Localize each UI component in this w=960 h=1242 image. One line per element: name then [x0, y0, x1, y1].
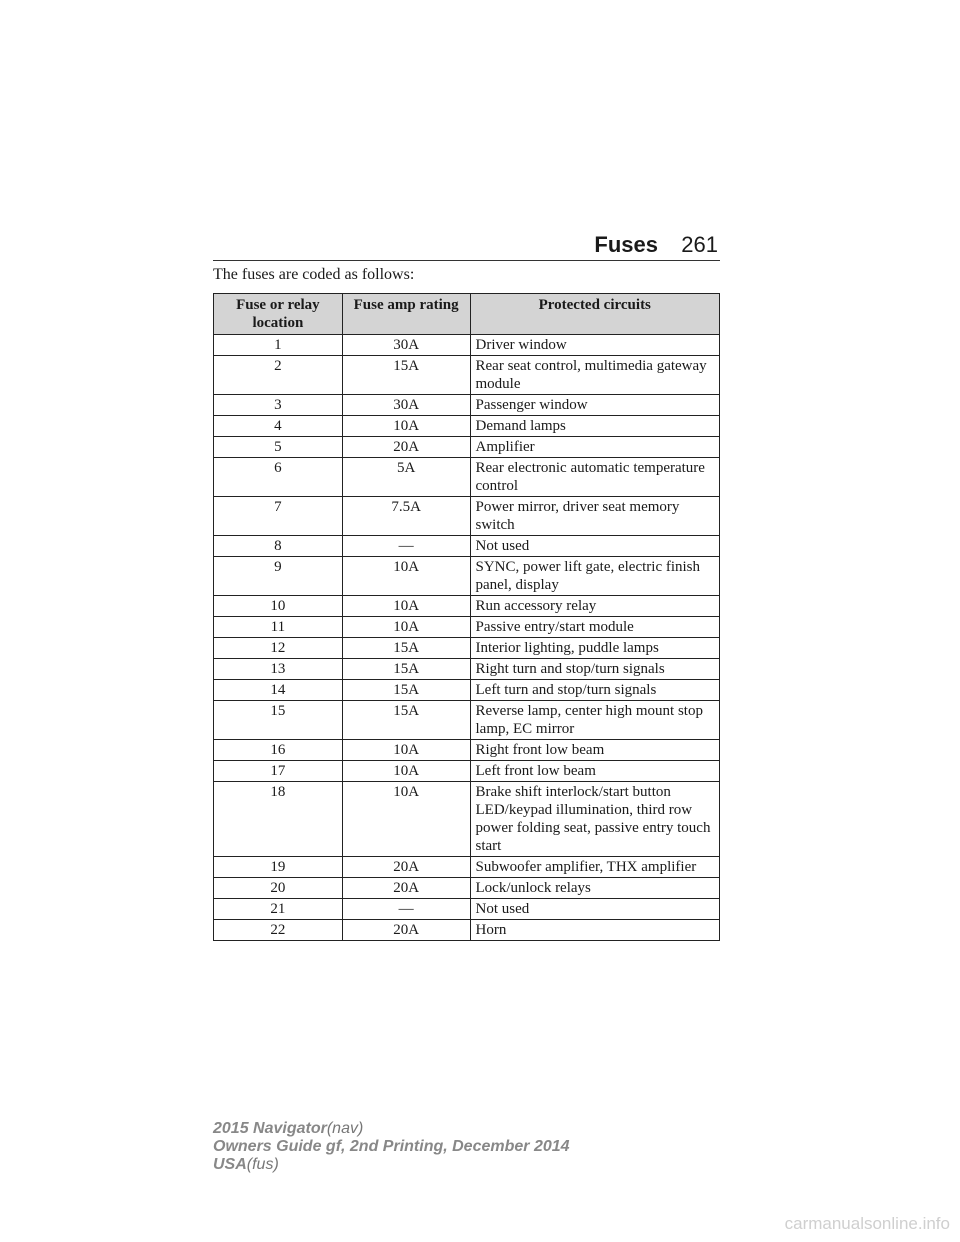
column-header-location: Fuse or relay location — [214, 294, 343, 335]
protected-circuit-cell: Rear seat control, multimedia gateway module — [470, 356, 720, 395]
table-row — [214, 701, 720, 740]
table-row — [214, 857, 720, 878]
fuse-table — [213, 293, 720, 941]
table-row — [214, 437, 720, 458]
protected-circuit-cell: Demand lamps — [470, 416, 720, 437]
protected-circuit-cell: Passenger window — [470, 395, 720, 416]
fuse-location-cell: 11 — [214, 617, 343, 638]
watermark: carmanualsonline.info — [784, 1214, 950, 1233]
table-row — [214, 335, 720, 356]
protected-circuit-cell: Brake shift interlock/start button LED/keypad illumination, third row power folding seat, passive entry touch start — [470, 782, 720, 857]
fuse-location-cell: 19 — [214, 857, 343, 878]
table-row — [214, 596, 720, 617]
protected-circuit-cell: Reverse lamp, center high mount stop lamp, EC mirror — [470, 701, 720, 740]
column-header-circuits: Protected circuits — [470, 294, 720, 335]
table-row — [214, 536, 720, 557]
fuse-rating-cell: 10A — [342, 416, 470, 437]
fuse-location-cell: 16 — [214, 740, 343, 761]
fuse-rating-cell: 15A — [342, 659, 470, 680]
fuse-rating-cell: 10A — [342, 617, 470, 638]
fuse-rating-cell: — — [342, 536, 470, 557]
table-row — [214, 920, 720, 941]
protected-circuit-cell: Not used — [470, 536, 720, 557]
fuse-rating-cell: 30A — [342, 395, 470, 416]
table-row — [214, 740, 720, 761]
fuse-location-cell: 18 — [214, 782, 343, 857]
table-row — [214, 638, 720, 659]
fuse-location-cell: 15 — [214, 701, 343, 740]
table-row — [214, 557, 720, 596]
table-header-row — [214, 294, 720, 335]
fuse-location-cell: 5 — [214, 437, 343, 458]
fuse-location-cell: 21 — [214, 899, 343, 920]
protected-circuit-cell: Subwoofer amplifier, THX amplifier — [470, 857, 720, 878]
protected-circuit-cell: Driver window — [470, 335, 720, 356]
protected-circuit-cell: Right turn and stop/turn signals — [470, 659, 720, 680]
fuse-location-cell: 20 — [214, 878, 343, 899]
footer-line-3 — [213, 1156, 570, 1174]
fuse-location-cell: 2 — [214, 356, 343, 395]
fuse-location-cell: 8 — [214, 536, 343, 557]
fuse-rating-cell: 20A — [342, 920, 470, 941]
fuse-rating-cell: 10A — [342, 782, 470, 857]
protected-circuit-cell: Run accessory relay — [470, 596, 720, 617]
fuse-rating-cell: 30A — [342, 335, 470, 356]
fuse-location-cell: 3 — [214, 395, 343, 416]
fuse-rating-cell: — — [342, 899, 470, 920]
protected-circuit-cell: Passive entry/start module — [470, 617, 720, 638]
footer-model: 2015 Navigator — [213, 1120, 327, 1137]
intro-text: The fuses are coded as follows: — [213, 266, 415, 283]
fuse-location-cell: 10 — [214, 596, 343, 617]
protected-circuit-cell: Rear electronic automatic temperature control — [470, 458, 720, 497]
fuse-location-cell: 14 — [214, 680, 343, 701]
table-row — [214, 761, 720, 782]
fuse-location-cell: 13 — [214, 659, 343, 680]
fuse-location-cell: 17 — [214, 761, 343, 782]
fuse-rating-cell: 10A — [342, 596, 470, 617]
fuse-location-cell: 22 — [214, 920, 343, 941]
table-row — [214, 416, 720, 437]
fuse-rating-cell: 15A — [342, 356, 470, 395]
footer-line-1 — [213, 1120, 570, 1138]
fuse-rating-cell: 20A — [342, 857, 470, 878]
table-row — [214, 659, 720, 680]
protected-circuit-cell: Interior lighting, puddle lamps — [470, 638, 720, 659]
column-header-rating: Fuse amp rating — [342, 294, 470, 335]
table-row — [214, 680, 720, 701]
table-row — [214, 782, 720, 857]
footer-market: USA — [213, 1156, 247, 1173]
fuse-rating-cell: 7.5A — [342, 497, 470, 536]
protected-circuit-cell: Not used — [470, 899, 720, 920]
table-row — [214, 356, 720, 395]
protected-circuit-cell: Lock/unlock relays — [470, 878, 720, 899]
fuse-location-cell: 1 — [214, 335, 343, 356]
footer — [213, 1120, 570, 1174]
table-row — [214, 458, 720, 497]
footer-guide-info: Owners Guide gf, 2nd Printing, December 2014 — [213, 1138, 570, 1155]
table-row — [214, 617, 720, 638]
protected-circuit-cell: Amplifier — [470, 437, 720, 458]
fuse-rating-cell: 15A — [342, 701, 470, 740]
fuse-rating-cell: 10A — [342, 761, 470, 782]
fuse-table-body — [214, 335, 720, 941]
fuse-rating-cell: 15A — [342, 680, 470, 701]
protected-circuit-cell: Power mirror, driver seat memory switch — [470, 497, 720, 536]
table-row — [214, 899, 720, 920]
protected-circuit-cell: Left turn and stop/turn signals — [470, 680, 720, 701]
table-row — [214, 878, 720, 899]
fuse-rating-cell: 15A — [342, 638, 470, 659]
protected-circuit-cell: Horn — [470, 920, 720, 941]
page-header — [213, 232, 720, 261]
fuse-location-cell: 4 — [214, 416, 343, 437]
fuse-rating-cell: 10A — [342, 740, 470, 761]
fuse-location-cell: 7 — [214, 497, 343, 536]
protected-circuit-cell: Left front low beam — [470, 761, 720, 782]
page-number: 261 — [681, 232, 718, 257]
fuse-rating-cell: 5A — [342, 458, 470, 497]
protected-circuit-cell: SYNC, power lift gate, electric finish panel, display — [470, 557, 720, 596]
fuse-location-cell: 9 — [214, 557, 343, 596]
fuse-rating-cell: 20A — [342, 878, 470, 899]
fuse-rating-cell: 20A — [342, 437, 470, 458]
fuse-location-cell: 6 — [214, 458, 343, 497]
footer-market-code: (fus) — [246, 1156, 279, 1173]
protected-circuit-cell: Right front low beam — [470, 740, 720, 761]
table-row — [214, 395, 720, 416]
footer-model-code: (nav) — [326, 1120, 364, 1137]
section-title: Fuses — [594, 232, 658, 257]
table-row — [214, 497, 720, 536]
fuse-location-cell: 12 — [214, 638, 343, 659]
fuse-rating-cell: 10A — [342, 557, 470, 596]
